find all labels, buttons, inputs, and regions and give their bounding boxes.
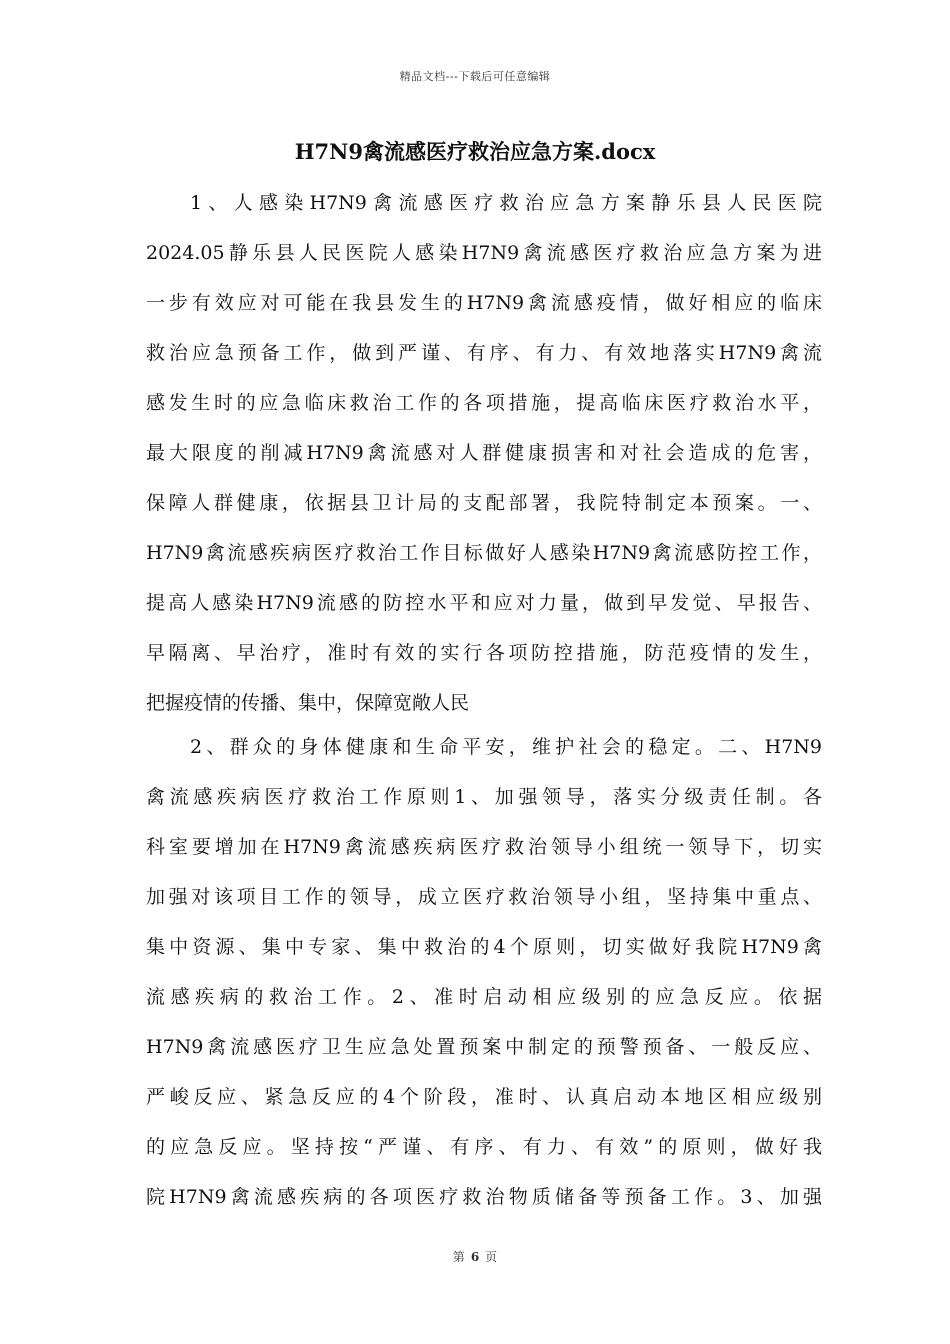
text-line: 保障人群健康，依据县卫计局的支配部署，我院特制定本预案。一、: [146, 492, 822, 514]
text-line: 加强对该项目工作的领导，成立医疗救治领导小组，坚持集中重点、: [146, 886, 822, 908]
text-line: 科室要增加在H7N9禽流感疾病医疗救治领导小组统一领导下，切实: [146, 836, 822, 858]
text-line: 把握疫情的传播、集中，保障宽敞人民: [146, 692, 470, 714]
page-header: [0, 68, 950, 84]
text-line: 流感疾病的救治工作。2、准时启动相应级别的应急反应。依据: [146, 986, 822, 1008]
page-number-prefix: 第: [452, 1250, 465, 1264]
text-line: 院H7N9禽流感疾病的各项医疗救治物质储备等预备工作。3、加强: [146, 1186, 822, 1208]
text-line: 2024.05静乐县人民医院人感染H7N9禽流感医疗救治应急方案为进: [146, 242, 822, 264]
text-line: 救治应急预备工作，做到严谨、有序、有力、有效地落实H7N9禽流: [146, 342, 822, 364]
page-number: 6: [470, 1250, 480, 1264]
text-line: 提高人感染H7N9流感的防控水平和应对力量，做到早发觉、早报告、: [146, 592, 822, 614]
text-line: 2、群众的身体健康和生命平安，维护社会的稳定。二、H7N9: [190, 736, 822, 758]
page-number-suffix: 页: [485, 1250, 498, 1264]
text-line: 一步有效应对可能在我县发生的H7N9禽流感疫情，做好相应的临床: [146, 292, 822, 314]
header-text: 精品文档---下载后可任意编辑: [399, 70, 551, 83]
text-line: 1、人感染H7N9禽流感医疗救治应急方案静乐县人民医院: [190, 192, 822, 214]
text-line: 的应急反应。坚持按“严谨、有序、有力、有效”的原则，做好我: [146, 1136, 822, 1158]
text-line: 最大限度的削减H7N9禽流感对人群健康损害和对社会造成的危害，: [146, 442, 822, 464]
text-line: 感发生时的应急临床救治工作的各项措施，提高临床医疗救治水平，: [146, 392, 822, 414]
text-line: 集中资源、集中专家、集中救治的4个原则，切实做好我院H7N9禽: [146, 936, 822, 958]
document-title: H7N9禽流感医疗救治应急方案.docx: [294, 139, 656, 164]
text-line: H7N9禽流感医疗卫生应急处置预案中制定的预警预备、一般反应、: [146, 1036, 822, 1058]
page-footer: [0, 1248, 950, 1265]
paragraph-2: [146, 722, 822, 1222]
text-line: 早隔离、早治疗，准时有效的实行各项防控措施，防范疫情的发生，: [146, 642, 822, 664]
paragraph-1: [146, 178, 822, 728]
text-line: H7N9禽流感疾病医疗救治工作目标做好人感染H7N9禽流感防控工作，: [146, 542, 822, 564]
text-line: 严峻反应、紧急反应的4个阶段，准时、认真启动本地区相应级别: [146, 1086, 822, 1108]
text-line: 禽流感疾病医疗救治工作原则1、加强领导，落实分级责任制。各: [146, 786, 822, 808]
